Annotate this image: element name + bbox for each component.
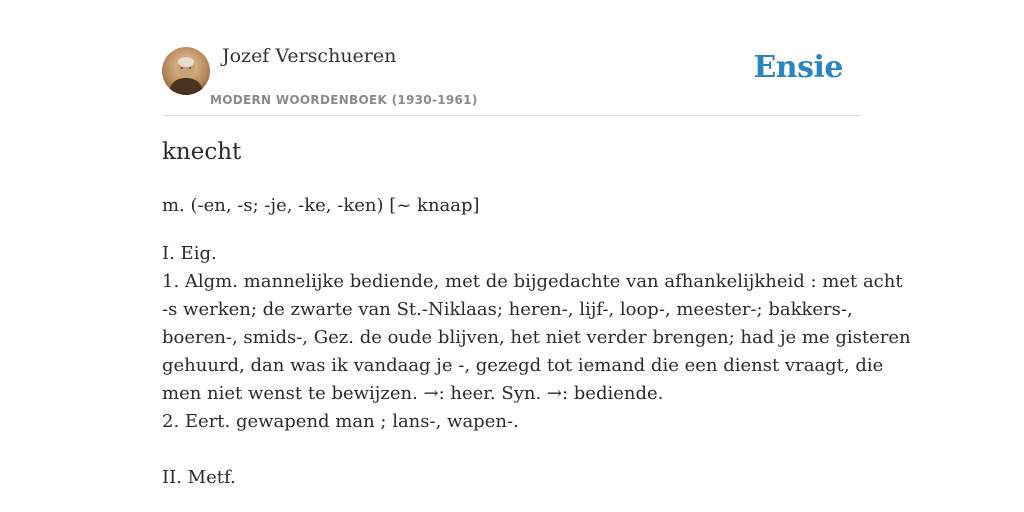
source-label: MODERN WOORDENBOEK (1930-1961)	[210, 93, 478, 107]
definition-line: II. Metf.	[162, 467, 236, 488]
headword: knecht	[162, 139, 242, 165]
definition-line: 2. Eert. gewapend man ; lans-, wapen-.	[162, 411, 519, 432]
grammar-info: m. (-en, -s; -je, -ke, -ken) [~ knaap]	[162, 195, 480, 216]
definition-body	[162, 240, 911, 492]
header-divider	[162, 115, 862, 116]
definition-line: men niet wenst te bewijzen. →: heer. Syn. →: bediende.	[162, 383, 664, 404]
entry-card	[162, 0, 911, 512]
definition-line: boeren-, smids-, Gez. de oude blijven, het niet verder brengen; had je me gisteren	[162, 327, 911, 348]
definition-line: 1. Algm. mannelijke bediende, met de bijgedachte van afhankelijkheid : met acht	[162, 271, 903, 292]
author-name-link[interactable]: Jozef Verschueren	[222, 45, 397, 67]
author-avatar[interactable]	[162, 47, 210, 95]
definition-line: gehuurd, dan was ik vandaag je -, gezegd tot iemand die een dienst vraagt, die	[162, 355, 884, 376]
brand-logo[interactable]: Ensie	[753, 50, 843, 85]
portrait-icon	[162, 47, 210, 95]
definition-line: I. Eig.	[162, 243, 217, 264]
paragraph-gap	[162, 436, 862, 464]
definition-line: -s werken; de zwarte van St.-Niklaas; heren-, lijf-, loop-, meester-; bakkers-,	[162, 299, 853, 320]
